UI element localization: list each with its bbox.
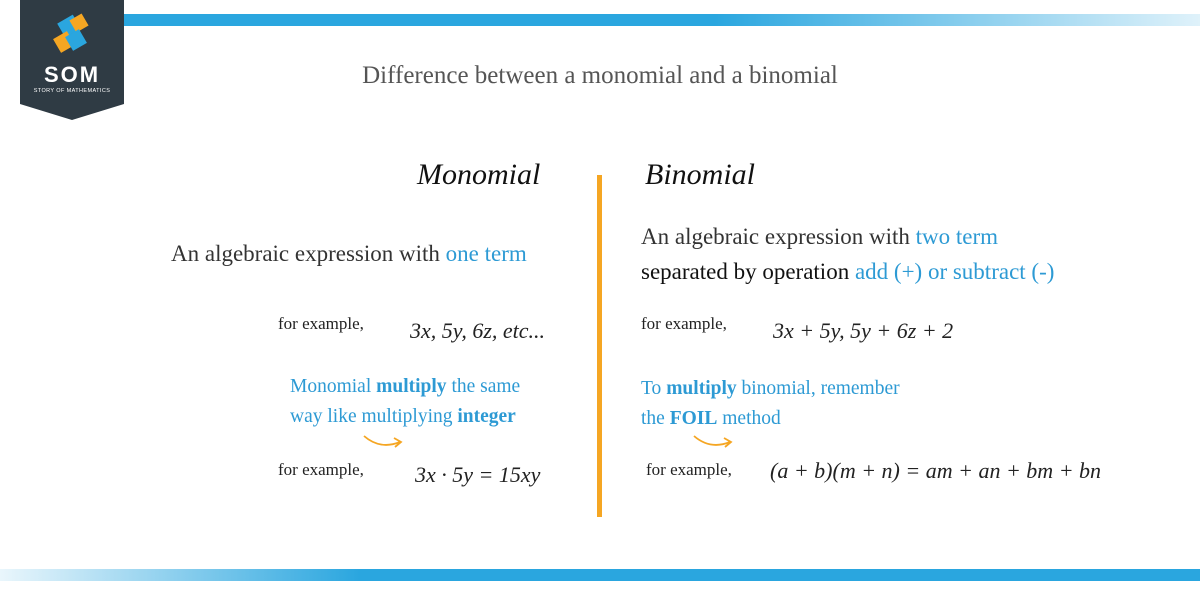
binomial-curved-arrow-icon [692, 432, 736, 450]
monomial-definition [171, 236, 527, 271]
logo-shield-icon [20, 0, 124, 120]
monomial-definition-highlight: one term [445, 241, 527, 266]
monomial-example1: 3x, 5y, 6z, etc... [410, 318, 546, 343]
logo-abbreviation: SOM [43, 62, 101, 87]
bottom-accent-bar [0, 569, 1200, 581]
binomial-definition-line1: An algebraic expression with two term [641, 224, 999, 249]
page-title: Difference between a monomial and a binomial [362, 62, 838, 89]
monomial-example1-label: for example, [278, 314, 364, 333]
binomial-heading: Binomial [645, 158, 755, 191]
monomial-note-line2: way like multiplying integer [290, 406, 516, 427]
column-divider [597, 175, 602, 517]
top-accent-bar [120, 14, 1200, 26]
binomial-note [641, 374, 900, 434]
monomial-note [290, 372, 520, 432]
binomial-example2-label: for example, [646, 460, 732, 479]
binomial-definition [641, 219, 1054, 289]
binomial-example1: 3x + 5y, 5y + 6z + 2 [773, 318, 954, 343]
som-logo [20, 0, 124, 120]
monomial-curved-arrow-icon [362, 432, 406, 450]
binomial-example2: (a + b)(m + n) = am + an + bm + bn [770, 458, 1102, 483]
monomial-example2: 3x · 5y = 15xy [415, 462, 541, 487]
monomial-example2-label: for example, [278, 460, 364, 479]
binomial-example1-label: for example, [641, 314, 727, 333]
monomial-heading: Monomial [417, 158, 541, 191]
binomial-note-line1: To multiply binomial, remember [641, 378, 900, 399]
binomial-note-line2: the FOIL method [641, 408, 781, 429]
logo-fullname: STORY OF MATHEMATICS [33, 88, 111, 94]
monomial-note-line1: Monomial multiply the same [290, 376, 521, 397]
monomial-definition-text: An algebraic expression with [171, 241, 446, 266]
binomial-definition-line2: separated by operation add (+) or subtract (-) [641, 259, 1055, 284]
